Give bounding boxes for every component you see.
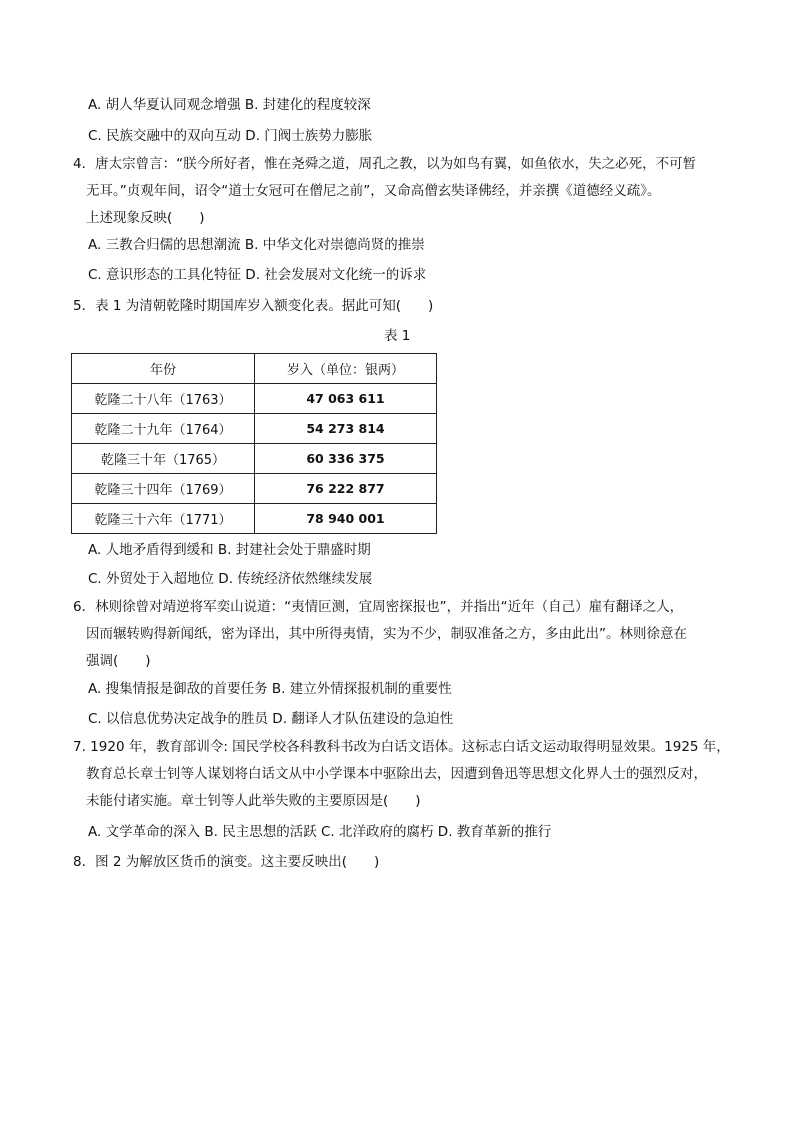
- table-row: [72, 414, 437, 444]
- q4-stem-line-1: 4．唐太宗曾言：“朕今所好者，惟在尧舜之道，周孔之教，以为如鸟有翼，如鱼依水，失之必死，不可暂: [73, 156, 697, 172]
- q5-option-line-2: C. 外贸处于入超地位 D. 传统经济依然继续发展: [88, 571, 373, 587]
- q4-option-line-1: A. 三教合归儒的思想潮流 B. 中华文化对崇德尚贤的推崇: [88, 237, 425, 253]
- table-cell-revenue: 54 273 814: [255, 414, 437, 444]
- table-cell-revenue: 60 336 375: [255, 444, 437, 474]
- table-row: [72, 384, 437, 414]
- table-row: [72, 444, 437, 474]
- q6-stem-line-3: 强调( ): [86, 653, 151, 669]
- q4-stem-line-2: 无耳。”贞观年间，诏令“道士女冠可在僧尼之前”，又命高僧玄奘译佛经，并亲撰《道德经义疏》。: [86, 183, 661, 199]
- revenue-table: [71, 353, 437, 534]
- table-row: [72, 474, 437, 504]
- q5-option-line-1: A. 人地矛盾得到缓和 B. 封建社会处于鼎盛时期: [88, 542, 371, 558]
- table-header-revenue: 岁入（单位：银两）: [255, 354, 437, 384]
- q7-option-line-1: A. 文学革命的深入 B. 民主思想的活跃 C. 北洋政府的腐朽 D. 教育革新的推行: [88, 824, 552, 840]
- q7-stem-line-1: 7. 1920 年，教育部训令: 国民学校各科教科书改为白话文语体。这标志白话文运动取得明显效果。1925 年，: [73, 739, 730, 755]
- table-cell-revenue: 78 940 001: [255, 504, 437, 534]
- q3-option-line-2: C. 民族交融中的双向互动 D. 门阀士族势力膨胀: [88, 128, 373, 144]
- table-row: [72, 504, 437, 534]
- table-cell-year: 乾隆二十八年（1763）: [72, 384, 255, 414]
- q7-stem-line-2: 教育总长章士钊等人谋划将白话文从中小学课本中驱除出去，因遭到鲁迅等思想文化界人士的强烈反对，: [86, 766, 707, 782]
- table-cell-year: 乾隆三十四年（1769）: [72, 474, 255, 504]
- table-cell-year: 乾隆二十九年（1764）: [72, 414, 255, 444]
- q6-option-line-2: C. 以信息优势决定战争的胜员 D. 翻译人才队伍建设的急迫性: [88, 711, 454, 727]
- table-cell-revenue: 76 222 877: [255, 474, 437, 504]
- q8-stem: 8．图 2 为解放区货币的演变。这主要反映出( ): [73, 854, 380, 870]
- q7-stem-line-3: 未能付诸实施。章士钊等人此举失败的主要原因是( ): [86, 793, 421, 809]
- q6-stem-line-2: 因而辗转购得新闻纸，密为译出，其中所得夷情，实为不少，制驭准备之方，多由此出”。林则徐意在: [86, 626, 687, 642]
- q4-stem-line-3: 上述现象反映( ): [86, 210, 205, 226]
- q6-stem-line-1: 6．林则徐曾对靖逆将军奕山说道：“夷情叵测，宜周密探报也”，并指出“近年（自己）雇有翻译之人，: [73, 599, 684, 615]
- q4-option-line-2: C. 意识形态的工具化特征 D. 社会发展对文化统一的诉求: [88, 267, 427, 283]
- table-cell-revenue: 47 063 611: [255, 384, 437, 414]
- table-cell-year: 乾隆三十六年（1771）: [72, 504, 255, 534]
- q3-option-line-1: A. 胡人华夏认同观念增强 B. 封建化的程度较深: [88, 97, 371, 113]
- table-header-year: 年份: [72, 354, 255, 384]
- table-caption: 表 1: [384, 328, 411, 344]
- table-cell-year: 乾隆三十年（1765）: [72, 444, 255, 474]
- table-header-row: [72, 354, 437, 384]
- q6-option-line-1: A. 搜集情报是御敌的首要任务 B. 建立外情探报机制的重要性: [88, 681, 452, 697]
- q5-stem: 5．表 1 为清朝乾隆时期国库岁入额变化表。据此可知( ): [73, 298, 434, 314]
